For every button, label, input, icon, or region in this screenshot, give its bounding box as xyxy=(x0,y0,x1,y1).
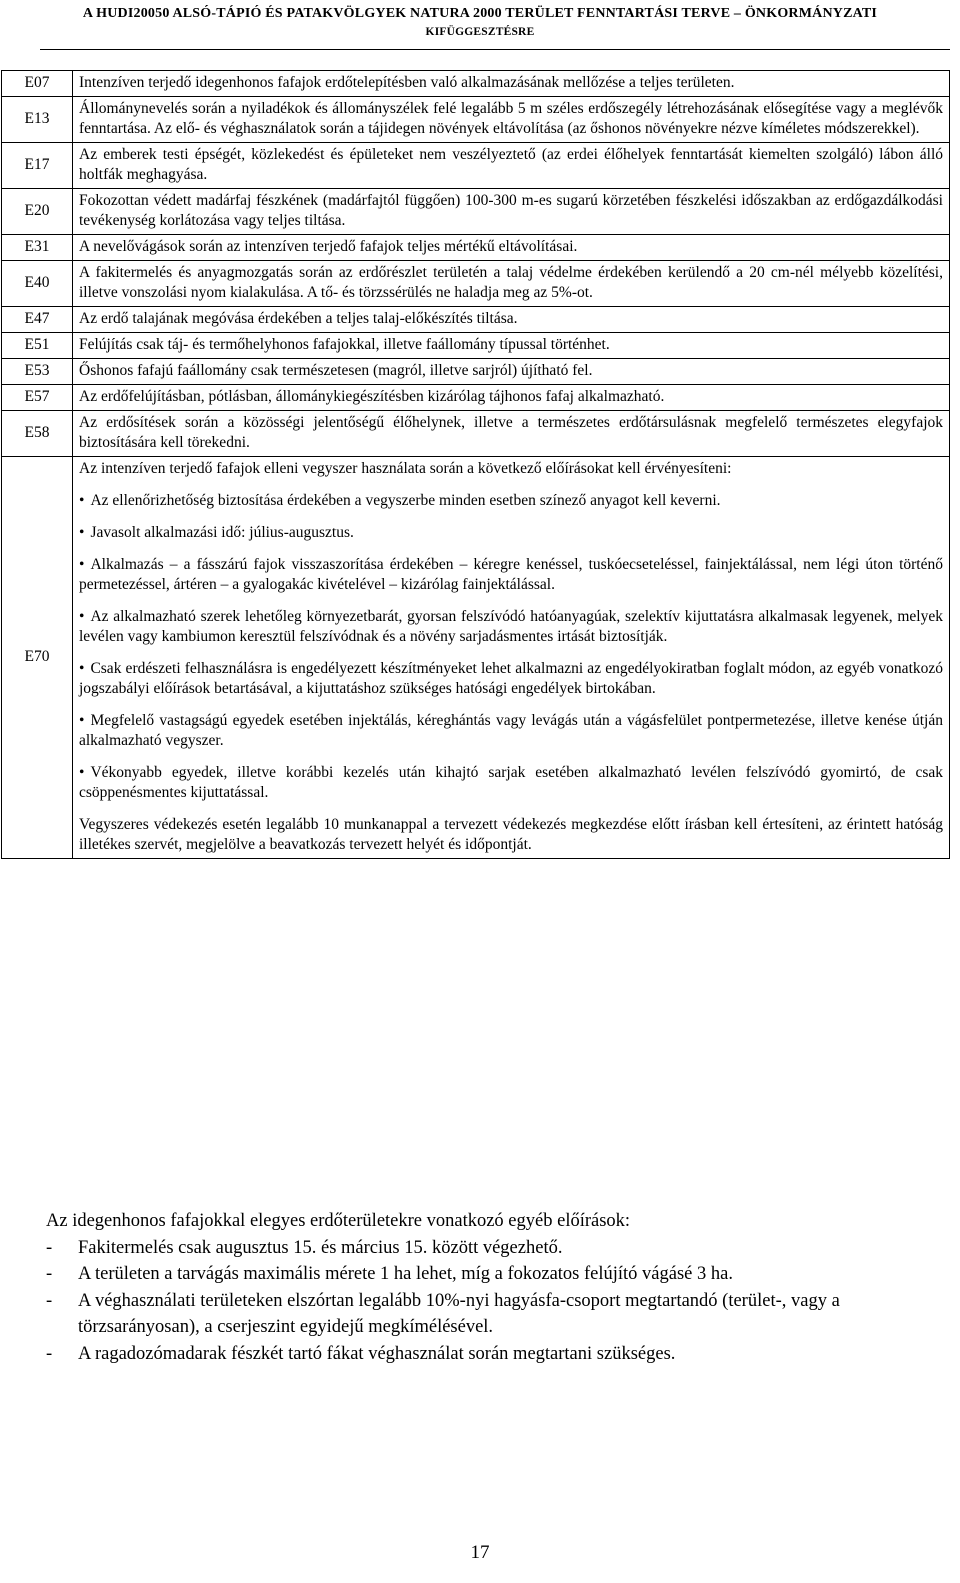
bullet-icon: • xyxy=(79,492,85,509)
table-row xyxy=(2,71,950,97)
measure-e70-text xyxy=(73,457,950,859)
e70-bullet-item xyxy=(79,763,943,803)
other-rules-list xyxy=(46,1235,944,1368)
measure-text: Intenzíven terjedő idegenhonos fafajok erdőtelepítésben való alkalmazásának mellőzése a teljes területen. xyxy=(73,71,950,97)
bullet-icon: • xyxy=(79,524,85,541)
table-row xyxy=(2,307,950,333)
list-item-text: A ragadozómadarak fészkét tartó fákat véghasználat során megtartani szükséges. xyxy=(78,1343,676,1364)
bullet-icon: • xyxy=(79,660,85,677)
table-row xyxy=(2,261,950,307)
bullet-icon: • xyxy=(79,608,85,625)
measure-code: E13 xyxy=(2,97,73,143)
measures-table-e70 xyxy=(2,457,950,859)
e70-bullet-list xyxy=(79,491,943,803)
measure-text: Őshonos fafajú faállomány csak természetesen (magról, illetve sarjról) újítható fel. xyxy=(73,359,950,385)
measure-code: E70 xyxy=(2,457,73,859)
e70-bullet-text: Az ellenőrizhetőség biztosítása érdekében a vegyszerbe minden esetben színező anyagot kell keverni. xyxy=(90,492,721,509)
list-item xyxy=(46,1341,944,1368)
other-rules-intro: Az idegenhonos fafajokkal elegyes erdőterületekre vonatkozó egyéb előírások: xyxy=(46,1211,631,1231)
measures-table xyxy=(1,70,950,859)
table-row xyxy=(2,411,950,457)
e70-bullet-text: Alkalmazás – a fásszárú fajok visszaszorítása érdekében – kéregre kenéssel, tuskóecseteléssel, fainjektálással, nem légi úton történő permetezéssel, ártéren – a gyalogakác kivételével – kizárólag fainjektálással. xyxy=(79,556,943,593)
table-row xyxy=(2,385,950,411)
dash-marker: - xyxy=(46,1237,53,1258)
measure-text: Állománynevelés során a nyiladékok és állományszélek felé legalább 5 m széles erdőszegély létrehozásának elősegítése vagy a meglévők fenntartása. Az elő- és véghasználatok során a tájidegen növények eltávolítása (az őshonos növényekre nézve kíméletes módszerekkel). xyxy=(73,97,950,143)
list-item-text: A véghasználati területeken elszórtan legalább 10%-nyi hagyásfa-csoport megtartandó (terület-, vagy a törzsarányosan), a cserjeszint egyidejű megkímélésével. xyxy=(78,1290,840,1337)
measure-text: A nevelővágások során az intenzíven terjedő fafajok teljes mértékű eltávolításai. xyxy=(73,235,950,261)
measure-code: E20 xyxy=(2,189,73,235)
table-row xyxy=(2,143,950,189)
other-rules-section xyxy=(46,1208,944,1367)
dash-marker: - xyxy=(46,1290,53,1311)
e70-bullet-text: Csak erdészeti felhasználásra is engedélyezett készítményeket lehet alkalmazni az engedélyokiratban foglalt módon, az egyéb vonatkozó jogszabályi előírások betartásával, a kijuttatáshoz szükséges hatósági engedélyek birtokában. xyxy=(79,660,943,697)
e70-bullet-item xyxy=(79,659,943,699)
table-row xyxy=(2,235,950,261)
dash-marker: - xyxy=(46,1343,53,1364)
measure-code: E40 xyxy=(2,261,73,307)
measure-code: E31 xyxy=(2,235,73,261)
table-row-e70 xyxy=(2,457,950,859)
header-title-line2: KIFÜGGESZTÉSRE xyxy=(425,26,535,38)
list-item xyxy=(46,1288,944,1341)
table-row xyxy=(2,333,950,359)
measure-code: E58 xyxy=(2,411,73,457)
measure-text: Az erdőfelújításban, pótlásban, állománykiegészítésben kizárólag tájhonos fafaj alkalmazható. xyxy=(73,385,950,411)
measure-text: Az erdő talajának megóvása érdekében a teljes talaj-előkészítés tiltása. xyxy=(73,307,950,333)
list-item xyxy=(46,1261,944,1288)
measure-text: Az emberek testi épségét, közlekedést és épületeket nem veszélyeztető (az erdei élőhelyek fenntartását kiemelten szolgáló) lábon álló holtfák meghagyása. xyxy=(73,143,950,189)
measures-table-body xyxy=(2,71,950,457)
measure-code: E47 xyxy=(2,307,73,333)
e70-bullet-text: Az alkalmazható szerek lehetőleg környezetbarát, gyorsan felszívódó hatóanyagúak, szelektív kijuttatásra alkalmasak legyenek, melyek levélen vagy kambiumon keresztül felszívódnak és a növény sarjadásmentes irtását biztosítják. xyxy=(79,608,943,645)
e70-bullet-text: Javasolt alkalmazási idő: július-augusztus. xyxy=(90,524,354,541)
e70-bullet-item xyxy=(79,555,943,595)
measure-code: E17 xyxy=(2,143,73,189)
measure-text: Az erdősítések során a közösségi jelentőségű élőhelynek, illetve a természetes erdőtársulásnak megfelelő természetes elegyfajok biztosítására kell törekedni. xyxy=(73,411,950,457)
page-number: 17 xyxy=(470,1542,490,1563)
bullet-icon: • xyxy=(79,556,85,573)
page-header xyxy=(0,4,960,40)
table-row xyxy=(2,189,950,235)
e70-bullet-text: Vékonyabb egyedek, illetve korábbi kezelés után kihajtó sarjak esetében alkalmazható levélen felszívódó gyomirtó, de csak csöppenésmentes kijuttatással. xyxy=(79,764,943,801)
measure-text: Felújítás csak táj- és termőhelyhonos fafajokkal, illetve faállomány típussal történhet. xyxy=(73,333,950,359)
header-rule xyxy=(40,49,950,50)
list-item xyxy=(46,1235,944,1262)
e70-bullet-item xyxy=(79,491,943,511)
e70-bullet-item xyxy=(79,711,943,751)
dash-marker: - xyxy=(46,1264,53,1284)
e70-bullet-item xyxy=(79,523,943,543)
measure-text: A fakitermelés és anyagmozgatás során az erdőrészlet területén a talaj védelme érdekében kerülendő a 20 cm-nél mélyebb közelítési, illetve vonszolási nyom kialakulása. A tő- és törzssérülés ne haladja meg az 5%-ot. xyxy=(73,261,950,307)
list-item-text: Fakitermelés csak augusztus 15. és március 15. között végezhető. xyxy=(78,1237,563,1258)
measure-code: E07 xyxy=(2,71,73,97)
e70-closing: Vegyszeres védekezés esetén legalább 10 munkanappal a tervezett védekezés megkezdése előtt írásban kell értesíteni, az érintett hatóság illetékes szervét, megjelölve a beavatkozás tervezett helyét és időpontját. xyxy=(79,816,943,853)
table-row xyxy=(2,359,950,385)
bullet-icon: • xyxy=(79,712,85,729)
e70-bullet-item xyxy=(79,607,943,647)
measure-text: Fokozottan védett madárfaj fészkének (madárfajtól függően) 100-300 m-es sugarú körzetében fészkelési időszakban az erdőgazdálkodási tevékenység korlátozása vagy teljes tiltása. xyxy=(73,189,950,235)
e70-intro: Az intenzíven terjedő fafajok elleni vegyszer használata során a következő előírásokat kell érvényesíteni: xyxy=(79,460,732,477)
bullet-icon: • xyxy=(79,764,85,781)
header-title-line1: A HUDI20050 ALSÓ-TÁPIÓ ÉS PATAKVÖLGYEK NATURA 2000 TERÜLET FENNTARTÁSI TERVE – ÖNKORMÁNYZATI xyxy=(82,6,878,21)
measure-code: E53 xyxy=(2,359,73,385)
list-item-text: A területen a tarvágás maximális mérete 1 ha lehet, míg a fokozatos felújító vágásé 3 ha. xyxy=(78,1264,733,1284)
e70-bullet-text: Megfelelő vastagságú egyedek esetében injektálás, kéreghántás vagy levágás után a vágásfelület pontpermetezése, illetve kenése útján alkalmazható vegyszer. xyxy=(79,712,943,749)
measure-code: E57 xyxy=(2,385,73,411)
measure-code: E51 xyxy=(2,333,73,359)
table-row xyxy=(2,97,950,143)
